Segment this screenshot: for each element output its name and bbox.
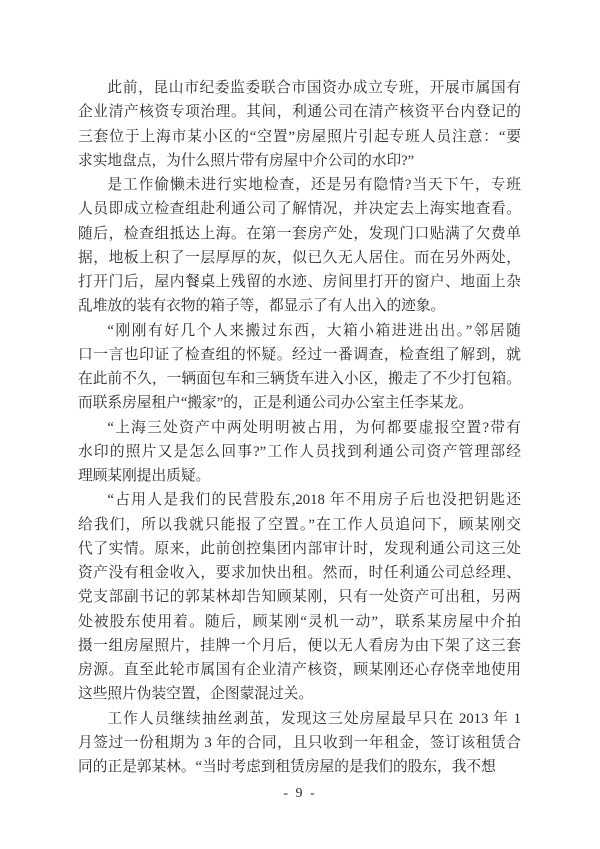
text-line: 同的正是郭某林。“当时考虑到租赁房屋的是我们的股东，我不想: [78, 759, 496, 775]
paragraph: [78, 173, 521, 319]
text-line: 此前，昆山市纪委监委联合市国资办成立专班，开展市属国有: [107, 80, 521, 96]
text-line: 是工作偷懒未进行实地检查，还是另有隐情?当天下午，专班: [107, 177, 521, 193]
text-line: 乱堆放的装有衣物的箱子等，都显示了有人出入的迹象。: [78, 298, 446, 315]
text-line: 在此前不久，一辆面包车和三辆货车进入小区，搬走了不少打包箱。: [78, 371, 521, 387]
text-line: 这些照片伪装空置，企图蒙混过关。: [78, 686, 314, 703]
text-line: 工作人员继续抽丝剥茧，发现这三处房屋最早只在 2013 年 1: [107, 710, 521, 727]
text-line: 三套位于上海市某小区的“空置”房屋照片引起专班人员注意：“要: [78, 128, 521, 145]
text-line: “上海三处资产中两处明明被占用，为何都要虚报空置?带有: [107, 419, 521, 436]
text-line: 党支部副书记的郭某林却告知顾某刚，只有一处资产可出租，另两: [78, 589, 521, 606]
text-line: 给我们，所以我就只能报了空置。”在工作人员追问下，顾某刚交: [78, 516, 521, 533]
text-line: 资产没有租金收入，要求加快出租。然而，时任利通公司总经理、: [78, 565, 521, 581]
paragraph: [78, 488, 521, 706]
text-line: “占用人是我们的民营股东,2018 年不用房子后也没把钥匙还: [107, 492, 521, 509]
page-number: - 9 -: [283, 786, 317, 801]
text-line: 代了实情。原来，此前创控集团内部审计时，发现利通公司这三处: [78, 540, 521, 557]
paragraph: [78, 416, 521, 489]
text-line: 处被股东使用着。随后，顾某刚“灵机一动”，联系某房屋中介拍: [78, 613, 521, 630]
text-line: 人员即成立检查组赴利通公司了解情况，并决定去上海实地查看。: [78, 201, 521, 218]
paragraph: [78, 76, 521, 173]
paragraph: [78, 707, 521, 780]
text-line: 企业清产核资专项治理。其间，利通公司在清产核资平台内登记的: [78, 104, 521, 121]
text-line: 随后，检查组抵达上海。在第一套房产处，发现门口贴满了欠费单: [78, 225, 521, 242]
text-line: 水印的照片又是怎么回事?”工作人员找到利通公司资产管理部经: [78, 443, 521, 460]
paragraph: [78, 319, 521, 416]
text-line: 求实地盘点，为什么照片带有房屋中介公司的水印?”: [78, 152, 415, 169]
body-text: [78, 76, 521, 779]
text-line: 打开门后，屋内餐桌上残留的水迹、房间里打开的窗户、地面上杂: [78, 274, 521, 290]
text-line: 据，地板上积了一层厚厚的灰，似已久无人居住。而在另外两处，: [78, 249, 521, 266]
text-line: 房源。直至此轮市属国有企业清产核资，顾某刚还心存侥幸地使用: [78, 662, 521, 678]
text-line: 月签过一份租期为 3 年的合同，且只收到一年租金，签订该租赁合: [78, 734, 521, 751]
text-line: 而联系房屋租户“搬家”的，正是利通公司办公室主任李某龙。: [78, 395, 473, 412]
text-line: 口一言也印证了检查组的怀疑。经过一番调查，检查组了解到，就: [78, 346, 521, 363]
text-line: 理顾某刚提出质疑。: [78, 468, 211, 484]
text-line: “刚刚有好几个人来搬过东西，大箱小箱进进出出。”邻居随: [107, 322, 521, 339]
text-line: 摄一组房屋照片，挂牌一个月后，便以无人看房为由下架了这三套: [78, 637, 521, 654]
